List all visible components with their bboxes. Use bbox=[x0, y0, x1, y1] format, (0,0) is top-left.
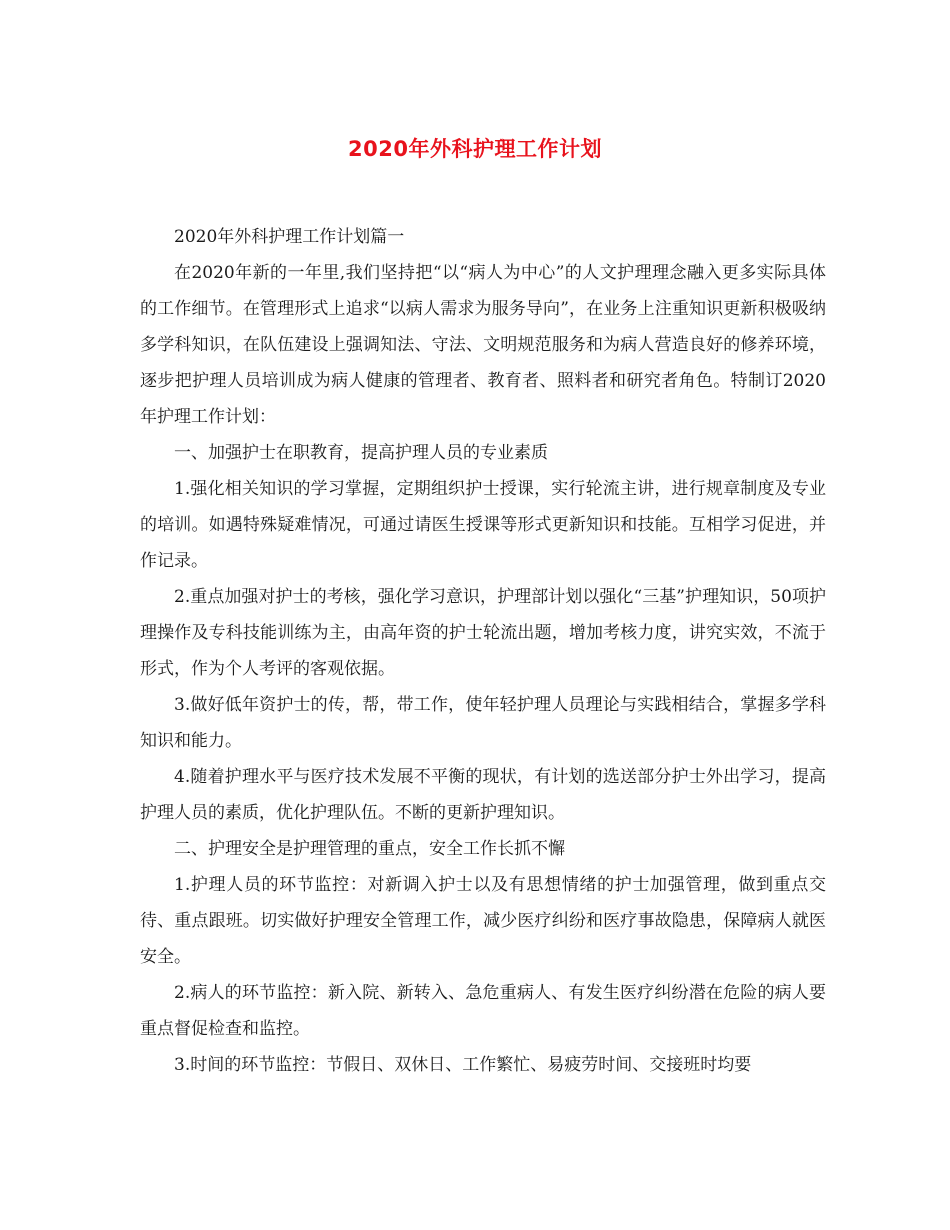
document-body bbox=[140, 219, 826, 1083]
list-item: 2.病人的环节监控：新入院、新转入、急危重病人、有发生医疗纠纷潜在危险的病人要重点督促检查和监控。 bbox=[140, 983, 826, 1039]
section-heading: 一、加强护士在职教育，提高护理人员的专业素质 bbox=[174, 443, 548, 463]
list-item: 1.强化相关知识的学习掌握，定期组织护士授课，实行轮流主讲，进行规章制度及专业的培训。如遇特殊疑难情况，可通过请医生授课等形式更新知识和技能。互相学习促进，并作记录。 bbox=[140, 479, 826, 571]
list-item: 3.做好低年资护士的传，帮，带工作，使年轻护理人员理论与实践相结合，掌握多学科知识和能力。 bbox=[140, 695, 826, 751]
list-item: 1.护理人员的环节监控：对新调入护士以及有思想情绪的护士加强管理，做到重点交待、重点跟班。切实做好护理安全管理工作，减少医疗纠纷和医疗事故隐患，保障病人就医安全。 bbox=[140, 875, 826, 967]
section-heading: 2020年外科护理工作计划篇一 bbox=[174, 227, 405, 247]
intro-paragraph: 在2020年新的一年里,我们坚持把“以“病人为中心”的人文护理理念融入更多实际具体的工作细节。在管理形式上追求“以病人需求为服务导向”，在业务上注重知识更新积极吸纳多学科知识，在队伍建设上强调知法、守法、文明规范服务和为病人营造良好的修养环境，逐步把护理人员培训成为病人健康的管理者、教育者、照料者和研究者角色。特制订2020年护理工作计划： bbox=[140, 263, 826, 427]
list-item: 4.随着护理水平与医疗技术发展不平衡的现状，有计划的选送部分护士外出学习，提高护理人员的素质，优化护理队伍。不断的更新护理知识。 bbox=[140, 767, 826, 823]
document-title: 2020年外科护理工作计划 bbox=[348, 137, 602, 161]
list-item: 2.重点加强对护士的考核，强化学习意识，护理部计划以强化“三基”护理知识，50项护理操作及专科技能训练为主，由高年资的护士轮流出题，增加考核力度，讲究实效，不流于形式，作为个人考评的客观依据。 bbox=[140, 587, 826, 679]
list-item: 3.时间的环节监控：节假日、双休日、工作繁忙、易疲劳时间、交接班时均要 bbox=[174, 1055, 752, 1075]
section-heading: 二、护理安全是护理管理的重点，安全工作长抓不懈 bbox=[174, 839, 565, 859]
